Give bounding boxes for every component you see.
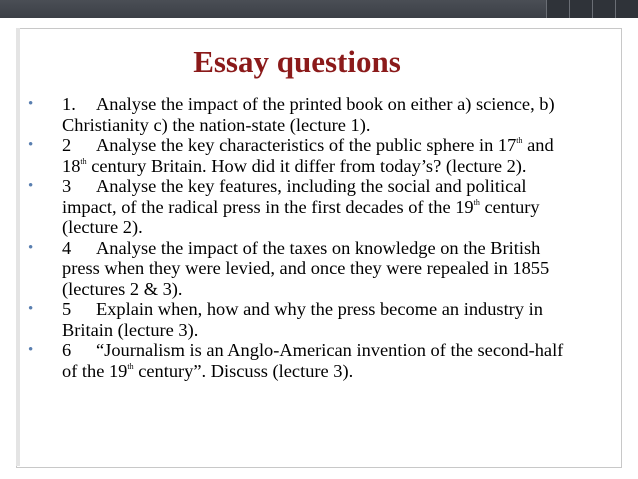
top-bar [0,0,638,18]
question-text: “Journalism is an Anglo-American invention of the second-half of the 19 [62,340,564,381]
question-number: 2 [62,135,72,155]
list-item [22,176,582,238]
question-number: 6 [62,340,72,360]
question-list [22,94,582,381]
bullet-icon: • [28,178,34,194]
question-text: Analyse the impact of the taxes on knowledge on the British press when they were levied, and once they were repealed in 1855 (lectures 2 & 3). [62,237,550,299]
slide-title [0,44,638,80]
list-item [22,238,582,300]
ordinal-superscript: th [473,197,480,207]
slide-frame-left-edge [16,28,20,466]
question-text: Explain when, how and why the press become an industry in Britain (lecture 3). [62,299,543,340]
bullet-icon: • [28,96,34,112]
question-text: Analyse the key characteristics of the public sphere in 17 [96,135,517,155]
ordinal-superscript: th [516,136,523,145]
question-number: 4 [62,237,72,258]
question-text: Analyse the key features, including the social and political impact, of the radical press in the first decades of the 19 [62,176,527,217]
list-item [22,340,582,381]
bullet-icon: • [28,342,34,358]
list-item [22,299,582,340]
list-item [22,94,582,135]
top-bar-accent [546,0,638,18]
list-item [22,135,582,176]
ordinal-superscript: th [127,361,134,371]
question-text: and 18 [62,135,554,176]
question-text: Analyse the impact of the printed book on either a) science, b) Christianity c) the nation-state (lecture 1). [62,94,555,135]
question-number: 3 [62,176,72,196]
slide-title-text: Essay questions [193,44,401,79]
question-text: century (lecture 2). [62,196,540,237]
question-number: 5 [62,299,72,319]
bullet-icon: • [28,239,34,256]
ordinal-superscript: th [80,156,87,166]
bullet-icon: • [28,301,34,317]
question-number: 1. [62,94,76,114]
bullet-icon: • [28,137,34,153]
question-text: century”. Discuss (lecture 3). [133,360,354,381]
question-text: century Britain. How did it differ from today’s? (lecture 2). [86,155,527,176]
